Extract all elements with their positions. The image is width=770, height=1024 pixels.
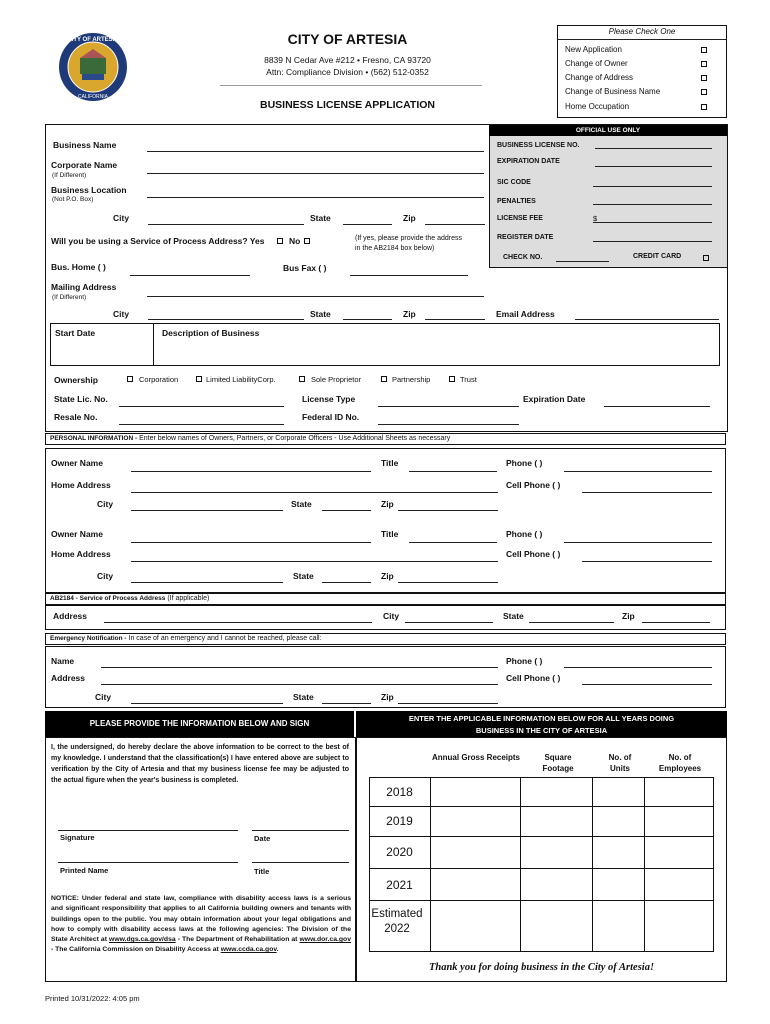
col-gross-receipts: Annual Gross Receipts — [431, 753, 521, 762]
owner1-name-label: Owner Name — [51, 458, 103, 468]
checkbox-change-address[interactable] — [701, 75, 707, 81]
bus-fax-field[interactable] — [350, 264, 468, 276]
ab2184-state-field[interactable] — [529, 611, 614, 623]
start-date-label: Start Date — [55, 328, 96, 338]
official-penalties-line — [593, 204, 712, 205]
mailing-zip-field[interactable] — [425, 308, 485, 320]
owner2-city-field[interactable] — [131, 571, 283, 583]
signature-field[interactable] — [58, 819, 238, 831]
sign-title-label: Title — [254, 867, 270, 876]
checkbox-new-application[interactable] — [701, 47, 707, 53]
service-no-checkbox[interactable] — [304, 238, 310, 244]
option-change-address: Change of Address — [565, 73, 634, 82]
emergency-city-field[interactable] — [131, 692, 283, 704]
emergency-cell-phone-label: Cell Phone ( ) — [506, 673, 561, 683]
printed-timestamp: Printed 10/31/2022: 4:05 pm — [45, 994, 140, 1003]
ab2184-zip-field[interactable] — [642, 611, 710, 623]
city-address: 8839 N Cedar Ave #212 • Fresno, CA 93720 — [264, 55, 431, 65]
expiration-date-label: Expiration Date — [523, 394, 586, 404]
owner1-city-field[interactable] — [131, 499, 283, 511]
official-register-date-line — [593, 241, 712, 242]
owner2-title-field[interactable] — [409, 531, 497, 543]
ab2184-bar-text: (If applicable) — [165, 595, 210, 602]
license-type-label: License Type — [302, 394, 356, 404]
owner1-state-label: State — [291, 499, 312, 509]
official-license-no-line — [595, 148, 712, 149]
thanks-message: Thank you for doing business in the City of Artesia! — [428, 962, 655, 973]
official-license-fee-label: LICENSE FEE — [497, 215, 543, 222]
owner2-home-address-label: Home Address — [51, 549, 111, 559]
official-check-no-label: CHECK NO. — [503, 254, 543, 261]
ownership-llc-checkbox[interactable] — [196, 376, 202, 382]
year-2018: 2018 — [386, 785, 413, 799]
official-license-fee-line — [593, 222, 712, 223]
grid-hline-2 — [369, 836, 714, 837]
year-2021: 2021 — [386, 878, 413, 892]
notice-text-3: - The California Commission on Disability Access at — [51, 946, 221, 954]
grid-vline-4 — [644, 777, 645, 952]
description-label: Description of Business — [162, 328, 260, 338]
official-register-date-label: REGISTER DATE — [497, 234, 554, 241]
official-credit-card-checkbox[interactable] — [703, 255, 709, 261]
emergency-address-label: Address — [51, 673, 86, 683]
official-fee-symbol: $ — [593, 214, 598, 223]
notice-text-4: . — [276, 946, 279, 954]
owner2-title-label: Title — [381, 529, 399, 539]
form-title: BUSINESS LICENSE APPLICATION — [259, 99, 436, 111]
owner2-name-field[interactable] — [131, 531, 371, 543]
notice-link-ccda[interactable]: www.ccda.ca.gov — [220, 946, 277, 954]
notice-link-dsa[interactable]: www.dgs.ca.gov/dsa — [109, 936, 176, 944]
mailing-address-field[interactable] — [147, 285, 484, 297]
owner2-phone-field[interactable] — [564, 531, 712, 543]
city-title: CITY OF ARTESIA — [287, 31, 408, 47]
owner1-phone-label: Phone ( ) — [506, 458, 543, 468]
signature-label: Signature — [60, 833, 95, 842]
owner2-state-label: State — [293, 571, 314, 581]
emergency-zip-field[interactable] — [398, 692, 498, 704]
license-type-field[interactable] — [378, 395, 519, 407]
option-new-application: New Application — [565, 45, 622, 54]
federal-id-field[interactable] — [378, 413, 519, 425]
ab2184-address-label: Address — [53, 611, 88, 621]
owner1-phone-field[interactable] — [564, 460, 712, 472]
service-note-1: (If yes, please provide the address — [355, 235, 463, 242]
business-state-label: State — [310, 213, 331, 223]
emergency-phone-field[interactable] — [564, 656, 712, 668]
federal-id-label: Federal ID No. — [302, 412, 360, 422]
official-expiration-label: EXPIRATION DATE — [497, 158, 560, 165]
service-question — [51, 236, 264, 246]
business-city-label: City — [113, 213, 130, 223]
owner2-cell-phone-field[interactable] — [582, 550, 712, 562]
service-yes-checkbox[interactable] — [277, 238, 283, 244]
mailing-city-label: City — [113, 309, 130, 319]
owner2-zip-field[interactable] — [398, 571, 498, 583]
disability-notice — [51, 894, 351, 956]
emergency-cell-phone-field[interactable] — [582, 673, 712, 685]
business-location-label: Business Location — [51, 185, 127, 195]
start-description-divider — [153, 323, 154, 366]
email-label: Email Address — [496, 309, 555, 319]
ab2184-city-label: City — [383, 611, 400, 621]
mailing-zip-label: Zip — [403, 309, 416, 319]
official-sic-label: SIC CODE — [497, 179, 531, 186]
emergency-city-label: City — [95, 692, 112, 702]
emergency-phone-label: Phone ( ) — [506, 656, 543, 666]
owner1-home-address-label: Home Address — [51, 480, 111, 490]
checkbox-change-owner[interactable] — [701, 61, 707, 67]
col-units: No. of Units — [608, 753, 632, 773]
owner1-zip-label: Zip — [381, 499, 394, 509]
owner1-zip-field[interactable] — [398, 499, 498, 511]
owner1-city-label: City — [97, 499, 114, 509]
owner1-cell-phone-field[interactable] — [582, 481, 712, 493]
years-header-line-1: ENTER THE APPLICABLE INFORMATION BELOW FOR ALL YEARS DOING — [408, 714, 675, 723]
business-name-field[interactable] — [147, 140, 484, 152]
bus-fax-label: Bus Fax ( ) — [283, 263, 327, 273]
notice-text-1: NOTICE: Under federal and state law, compliance with disability access laws is a serious and significant responsibility that applies to all California building owners and tenants with buildings open to the public. You may obtain information about your legal obligations and how to comply with disability access laws at the following agencies: The Division of the State Architect at — [51, 895, 351, 944]
business-zip-field[interactable] — [425, 213, 485, 225]
corporate-if-different: (If Different) — [52, 172, 87, 179]
ownership-corporation-checkbox[interactable] — [127, 376, 133, 382]
business-state-field[interactable] — [343, 213, 392, 225]
official-expiration-line — [595, 166, 712, 167]
check-one-title: Please Check One — [608, 27, 676, 36]
mailing-if-different: (If Different) — [52, 294, 87, 301]
grid-hline-3 — [369, 868, 714, 869]
col-employees: No. of Employees — [658, 753, 702, 773]
ab2184-zip-label: Zip — [622, 611, 635, 621]
business-location-field[interactable] — [147, 186, 484, 198]
year-estimated-2022: Estimated 2022 — [371, 908, 423, 935]
owner2-city-label: City — [97, 571, 114, 581]
bus-home-label: Bus. Home ( ) — [51, 262, 106, 272]
notice-link-dor[interactable]: www.dor.ca.gov — [299, 936, 351, 944]
grid-vline-2 — [520, 777, 521, 952]
business-city-field[interactable] — [148, 213, 304, 225]
state-lic-label: State Lic. No. — [54, 394, 108, 404]
owner2-phone-label: Phone ( ) — [506, 529, 543, 539]
emergency-zip-label: Zip — [381, 692, 394, 702]
official-sic-line — [593, 186, 712, 187]
emergency-bar-text: In case of an emergency and I cannot be reached, please call: — [126, 635, 322, 642]
personal-bar-title: PERSONAL INFORMATION - — [50, 435, 138, 442]
check-one-box — [557, 25, 727, 118]
expiration-date-field[interactable] — [604, 395, 710, 407]
ownership-sole-label: Sole Proprietor — [311, 375, 362, 384]
emergency-address-field[interactable] — [101, 673, 498, 685]
ownership-trust-checkbox[interactable] — [449, 376, 455, 382]
owner2-home-address-field[interactable] — [131, 550, 498, 562]
city-attn: Attn: Compliance Division • (562) 512-0352 — [266, 67, 429, 77]
option-change-owner: Change of Owner — [565, 59, 628, 68]
owner2-state-field[interactable] — [322, 571, 371, 583]
owner1-state-field[interactable] — [322, 499, 371, 511]
ab2184-bar — [45, 593, 726, 605]
service-note-2: in the AB2184 box below) — [355, 245, 435, 252]
official-penalties-label: PENALTIES — [497, 198, 536, 205]
owner1-home-address-field[interactable] — [131, 481, 498, 493]
service-no-label: No — [289, 236, 301, 246]
emergency-bar-title: Emergency Notification - — [50, 635, 127, 642]
option-change-business-name: Change of Business Name — [565, 87, 661, 96]
official-credit-card-label: CREDIT CARD — [633, 253, 682, 260]
svg-text:CALIFORNIA: CALIFORNIA — [77, 94, 109, 100]
official-use-title: OFFICIAL USE ONLY — [489, 125, 727, 136]
personal-info-bar — [45, 433, 726, 445]
ownership-label: Ownership — [54, 375, 98, 385]
state-lic-field[interactable] — [119, 395, 284, 407]
business-location-note: (Not P.O. Box) — [52, 196, 94, 203]
check-one-rule — [558, 39, 726, 40]
resale-no-label: Resale No. — [54, 412, 98, 422]
ownership-sole-checkbox[interactable] — [299, 376, 305, 382]
owner2-cell-phone-label: Cell Phone ( ) — [506, 549, 561, 559]
year-2020: 2020 — [386, 845, 413, 859]
mailing-state-field[interactable] — [343, 308, 392, 320]
owner1-cell-phone-label: Cell Phone ( ) — [506, 480, 561, 490]
years-header-line-2: BUSINESS IN THE CITY OF ARTESIA — [475, 726, 608, 735]
sign-header: PLEASE PROVIDE THE INFORMATION BELOW AND SIGN — [45, 711, 354, 737]
ownership-partnership-label: Partnership — [392, 375, 431, 384]
header-divider — [220, 85, 482, 86]
owner1-title-field[interactable] — [409, 460, 497, 472]
emergency-state-label: State — [293, 692, 314, 702]
personal-bar-text: Enter below names of Owners, Partners, or Corporate Officers - Use Additional Sheets as necessary — [137, 435, 451, 442]
declaration-text: I, the undersigned, do hereby declare the above information to be correct to the best of my knowledge. I understand that the classification(s) I have entered above are subject to verification by the City of Artesia and that my business license fee may be adjusted to the actual figure when the year's business is completed. — [51, 744, 349, 784]
ab2184-city-field[interactable] — [405, 611, 493, 623]
ownership-trust-label: Trust — [460, 375, 477, 384]
printed-name-field[interactable] — [58, 851, 238, 863]
city-seal — [58, 32, 128, 102]
sign-date-field[interactable] — [252, 819, 349, 831]
col-square-footage: Square Footage — [542, 753, 574, 773]
emergency-name-label: Name — [51, 656, 75, 666]
emergency-bar — [45, 633, 726, 645]
notice-text-2: - The Department of Rehabilitation at — [175, 936, 300, 944]
ab2184-state-label: State — [503, 611, 524, 621]
ownership-corporation-label: Corporation — [139, 375, 179, 384]
checkbox-home-occupation[interactable] — [701, 104, 707, 110]
ab2184-address-field[interactable] — [104, 611, 372, 623]
owner2-name-label: Owner Name — [51, 529, 103, 539]
bus-home-field[interactable] — [130, 264, 250, 276]
corporate-name-label: Corporate Name — [51, 160, 118, 170]
sign-date-label: Date — [254, 834, 271, 843]
service-question-text: Will you be using a Service of Process Address? Yes — [51, 236, 265, 246]
business-zip-label: Zip — [403, 213, 416, 223]
printed-name-label: Printed Name — [60, 866, 109, 875]
svg-text:CITY OF ARTESIA: CITY OF ARTESIA — [67, 37, 119, 43]
resale-no-field[interactable] — [119, 413, 284, 425]
grid-vline-1 — [430, 777, 431, 952]
ownership-llc-label: Limited LiabilityCorp. — [206, 375, 276, 384]
grid-vline-3 — [592, 777, 593, 952]
official-license-no-label: BUSINESS LICENSE NO. — [497, 142, 580, 149]
years-header — [356, 711, 727, 737]
sign-title-field[interactable] — [252, 851, 349, 863]
ab2184-bar-title: AB2184 - Service of Process Address — [50, 595, 166, 602]
emergency-name-field[interactable] — [101, 656, 498, 668]
emergency-state-field[interactable] — [322, 692, 371, 704]
email-field[interactable] — [575, 308, 719, 320]
owner1-name-field[interactable] — [131, 460, 371, 472]
year-2019: 2019 — [386, 814, 413, 828]
business-name-label: Business Name — [53, 140, 117, 150]
grid-hline-1 — [369, 806, 714, 807]
mailing-state-label: State — [310, 309, 331, 319]
mailing-address-label: Mailing Address — [51, 282, 117, 292]
owner1-title-label: Title — [381, 458, 399, 468]
grid-hline-4 — [369, 900, 714, 901]
official-check-no-line — [556, 261, 609, 262]
ownership-partnership-checkbox[interactable] — [381, 376, 387, 382]
corporate-name-field[interactable] — [147, 162, 484, 174]
owner2-zip-label: Zip — [381, 571, 394, 581]
checkbox-change-business-name[interactable] — [701, 89, 707, 95]
mailing-city-field[interactable] — [148, 308, 304, 320]
start-description-box — [50, 323, 720, 366]
option-home-occupation: Home Occupation — [565, 102, 630, 111]
